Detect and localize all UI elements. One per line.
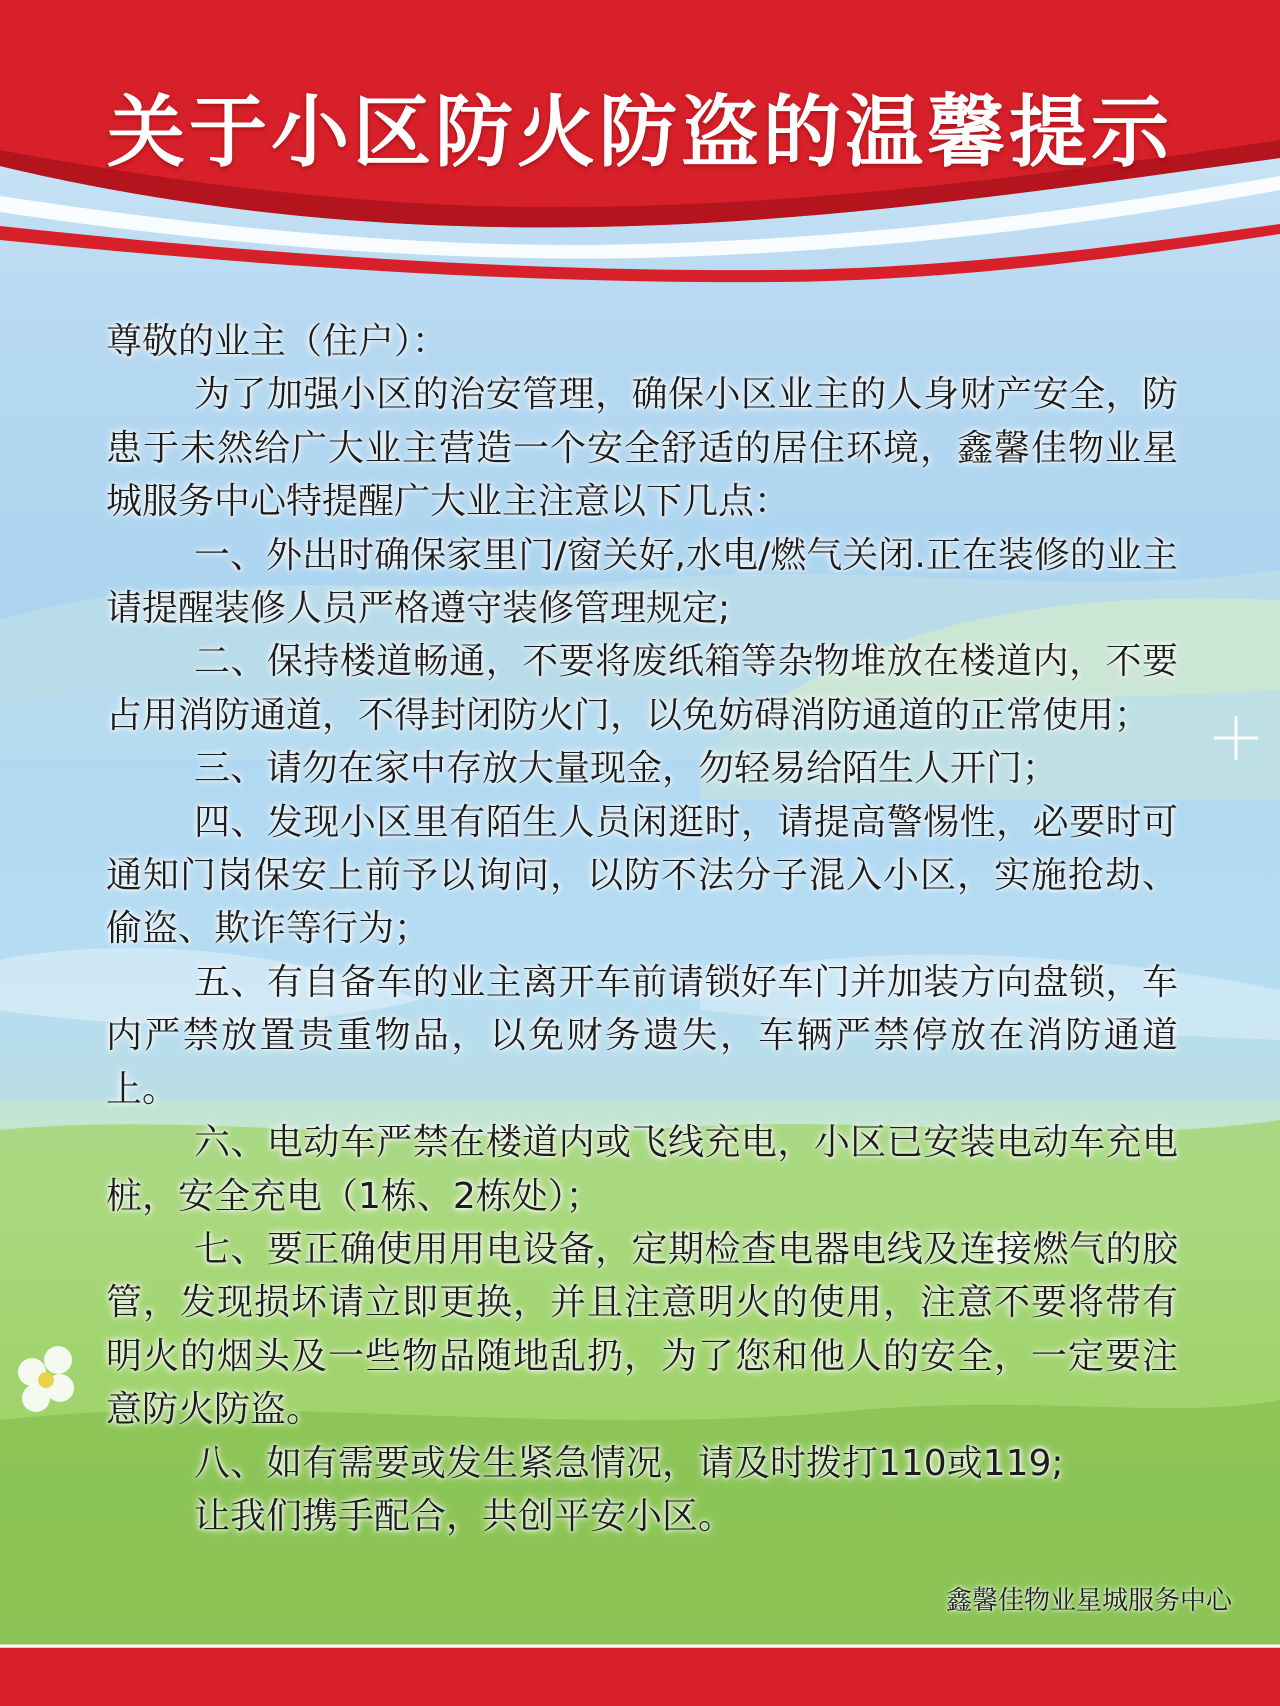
notice-item: 二、保持楼道畅通，不要将废纸箱等杂物堆放在楼道内，不要占用消防通道，不得封闭防火门，以免妨碍消防通道的正常使用； <box>106 641 1178 736</box>
intro-paragraph: 为了加强小区的治安管理，确保小区业主的人身财产安全，防患于未然给广大业主营造一个安全舒适的居住环境，鑫馨佳物业星城服务中心特提醒广大业主注意以下几点： <box>106 374 1178 523</box>
signature: 鑫馨佳物业星城服务中心 <box>945 1586 1232 1616</box>
notice-item: 四、发现小区里有陌生人员闲逛时，请提高警惕性，必要时可通知门岗保安上前予以询问，以防不法分子混入小区，实施抢劫、偷盗、欺诈等行为； <box>106 801 1178 950</box>
greeting: 尊敬的业主（住户）： <box>106 321 449 362</box>
notice-item: 五、有自备车的业主离开车前请锁好车门并加装方向盘锁，车内严禁放置贵重物品，以免财务遗失，车辆严禁停放在消防通道上。 <box>106 961 1178 1110</box>
notice-item: 七、要正确使用用电设备，定期检查电器电线及连接燃气的胶管，发现损坏请立即更换，并且注意明火的使用，注意不要将带有明火的烟头及一些物品随地乱扔，为了您和他人的安全，一定要注意防火防盗。 <box>106 1228 1178 1431</box>
footer-band <box>0 1648 1280 1706</box>
notice-item: 八、如有需要或发生紧急情况，请及时拨打110或119; <box>194 1442 1064 1484</box>
notice-body <box>106 315 1178 1543</box>
page-title: 关于小区防火防盗的温馨提示 <box>106 88 1173 178</box>
notice-item: 一、外出时确保家里门/窗关好,水电/燃气关闭.正在装修的业主请提醒装修人员严格遵守装修管理规定; <box>106 534 1178 630</box>
notice-item: 六、电动车严禁在楼道内或飞线充电，小区已安装电动车充电桩，安全充电（1栋、2栋处）； <box>106 1122 1178 1217</box>
closing-line: 让我们携手配合，共创平安小区。 <box>194 1495 735 1537</box>
notice-item: 三、请勿在家中存放大量现金，勿轻易给陌生人开门； <box>194 748 1059 790</box>
